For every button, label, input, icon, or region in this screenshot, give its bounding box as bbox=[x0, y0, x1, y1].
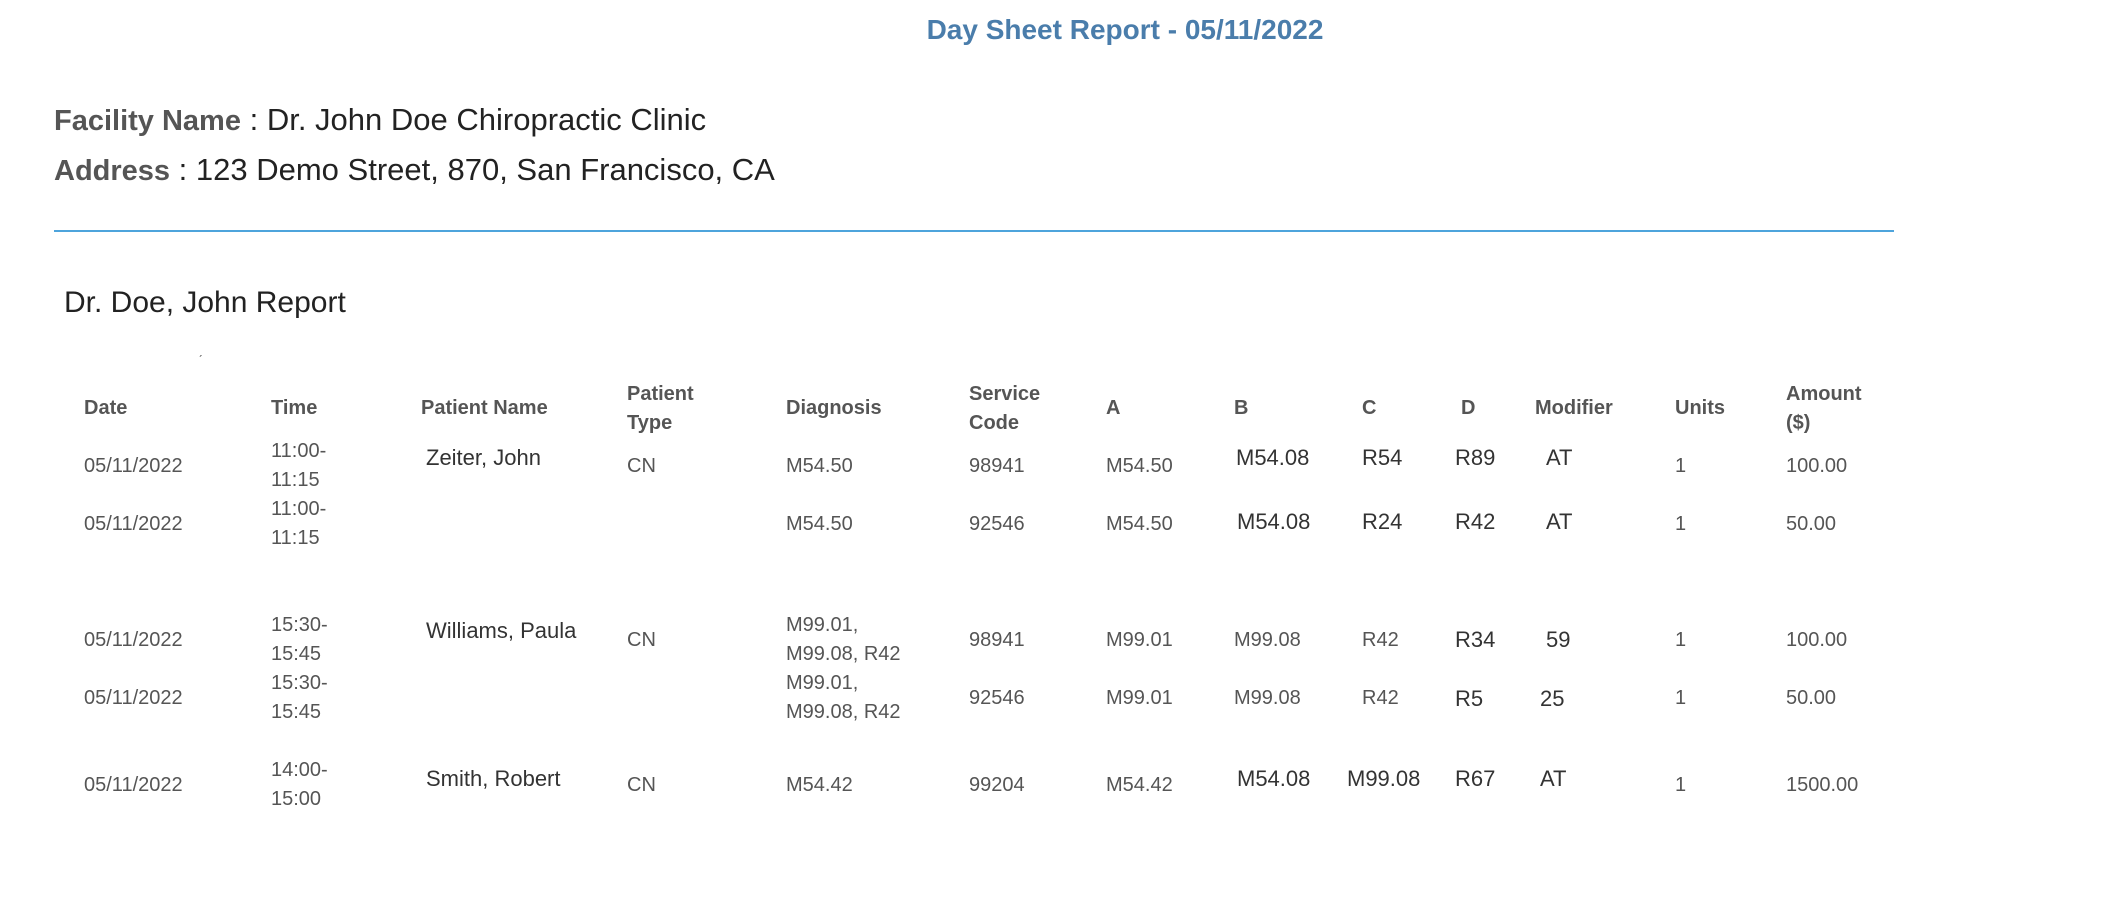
cell-date: 05/11/2022 bbox=[84, 774, 183, 796]
cell-c: R42 bbox=[1362, 687, 1399, 709]
cell-b: M54.08 bbox=[1236, 445, 1310, 470]
cell-time bbox=[271, 611, 328, 669]
facility-address-value: : 123 Demo Street, 870, San Francisco, CA bbox=[178, 152, 775, 187]
cell-diagnosis-line1: M99.01, bbox=[786, 614, 859, 636]
cell-patient-type: CN bbox=[627, 774, 656, 796]
cell-b: M54.08 bbox=[1237, 766, 1311, 791]
cell-b: M99.08 bbox=[1234, 629, 1301, 651]
header-service-code-line1: Service bbox=[969, 383, 1041, 405]
cell-time-end: 11:15 bbox=[271, 469, 320, 491]
cell-time-end: 15:45 bbox=[271, 643, 322, 665]
cell-units: 1 bbox=[1675, 774, 1687, 796]
provider-report-title: Dr. Doe, John Report bbox=[64, 286, 346, 319]
header-d: D bbox=[1461, 397, 1476, 419]
header-amount bbox=[1786, 380, 1862, 438]
cell-c: R54 bbox=[1362, 445, 1403, 470]
header-amount-line1: Amount bbox=[1786, 383, 1862, 405]
cell-time-end: 15:00 bbox=[271, 788, 322, 810]
cell-c: M99.08 bbox=[1347, 766, 1421, 791]
cell-d: R89 bbox=[1455, 445, 1496, 470]
cell-time-start: 14:00- bbox=[271, 759, 328, 781]
cell-patient-type: CN bbox=[627, 629, 656, 651]
cell-units: 1 bbox=[1675, 513, 1687, 535]
cell-time-start: 11:00- bbox=[271, 498, 327, 520]
cell-time bbox=[271, 495, 326, 553]
header-divider bbox=[54, 230, 1894, 232]
cell-c: R24 bbox=[1362, 509, 1403, 534]
cell-service-code: 98941 bbox=[969, 629, 1025, 651]
header-b: B bbox=[1234, 397, 1249, 419]
facility-name-value: : Dr. John Doe Chiropractic Clinic bbox=[249, 102, 707, 137]
cell-units: 1 bbox=[1675, 629, 1687, 651]
stray-mark: ˏ bbox=[198, 341, 203, 357]
cell-date: 05/11/2022 bbox=[84, 629, 183, 651]
cell-service-code: 92546 bbox=[969, 513, 1025, 535]
header-patient-type bbox=[627, 380, 694, 438]
cell-a: M99.01 bbox=[1106, 687, 1173, 709]
cell-diagnosis bbox=[786, 669, 901, 727]
cell-units: 1 bbox=[1675, 455, 1687, 477]
cell-date: 05/11/2022 bbox=[84, 455, 183, 477]
header-time: Time bbox=[271, 397, 318, 419]
cell-time-start: 11:00- bbox=[271, 440, 327, 462]
cell-amount: 1500.00 bbox=[1786, 774, 1859, 796]
facility-address-label: Address bbox=[54, 155, 171, 187]
cell-time bbox=[271, 756, 328, 814]
report-title: Day Sheet Report - 05/11/2022 bbox=[926, 14, 1324, 45]
cell-diagnosis-line1: M54.50 bbox=[786, 513, 853, 535]
cell-patient-name: Zeiter, John bbox=[426, 445, 541, 470]
cell-modifier: AT bbox=[1546, 445, 1573, 470]
cell-d: R67 bbox=[1455, 766, 1496, 791]
cell-diagnosis-line1: M99.01, bbox=[786, 672, 859, 694]
cell-amount: 100.00 bbox=[1786, 629, 1848, 651]
cell-time bbox=[271, 669, 328, 727]
cell-diagnosis-line2: M99.08, R42 bbox=[786, 701, 901, 723]
facility-name-label: Facility Name bbox=[54, 105, 241, 137]
cell-date: 05/11/2022 bbox=[84, 513, 183, 535]
header-modifier: Modifier bbox=[1535, 397, 1613, 419]
cell-d: R5 bbox=[1455, 686, 1484, 711]
cell-c: R42 bbox=[1362, 629, 1399, 651]
cell-time-start: 15:30- bbox=[271, 672, 328, 694]
facility-name-line bbox=[54, 102, 706, 138]
cell-patient-name: Smith, Robert bbox=[426, 766, 561, 791]
cell-diagnosis bbox=[786, 611, 901, 669]
facility-address-line bbox=[54, 152, 775, 188]
cell-patient-type: CN bbox=[627, 455, 656, 477]
cell-units: 1 bbox=[1675, 687, 1687, 709]
cell-a: M54.42 bbox=[1106, 774, 1173, 796]
cell-diagnosis-line1: M54.42 bbox=[786, 774, 853, 796]
header-c: C bbox=[1362, 397, 1377, 419]
cell-diagnosis bbox=[786, 452, 853, 481]
cell-amount: 100.00 bbox=[1786, 455, 1848, 477]
header-date: Date bbox=[84, 397, 128, 419]
cell-diagnosis bbox=[786, 510, 853, 539]
cell-time-end: 15:45 bbox=[271, 701, 322, 723]
cell-modifier: AT bbox=[1546, 509, 1573, 534]
cell-modifier: 59 bbox=[1546, 627, 1571, 652]
header-amount-line2: ($) bbox=[1786, 412, 1811, 434]
cell-d: R42 bbox=[1455, 509, 1496, 534]
cell-a: M54.50 bbox=[1106, 455, 1173, 477]
cell-patient-name: Williams, Paula bbox=[426, 618, 577, 643]
cell-a: M54.50 bbox=[1106, 513, 1173, 535]
header-diagnosis: Diagnosis bbox=[786, 397, 882, 419]
cell-diagnosis-line1: M54.50 bbox=[786, 455, 853, 477]
cell-modifier: AT bbox=[1540, 766, 1567, 791]
cell-b: M99.08 bbox=[1234, 687, 1301, 709]
cell-service-code: 98941 bbox=[969, 455, 1025, 477]
cell-amount: 50.00 bbox=[1786, 687, 1837, 709]
cell-service-code: 99204 bbox=[969, 774, 1025, 796]
header-units: Units bbox=[1675, 397, 1725, 419]
cell-diagnosis bbox=[786, 771, 853, 800]
header-patient-type-line1: Patient bbox=[627, 383, 694, 405]
cell-date: 05/11/2022 bbox=[84, 687, 183, 709]
header-service-code-line2: Code bbox=[969, 412, 1019, 434]
cell-b: M54.08 bbox=[1237, 509, 1311, 534]
cell-amount: 50.00 bbox=[1786, 513, 1837, 535]
cell-modifier: 25 bbox=[1540, 686, 1565, 711]
cell-a: M99.01 bbox=[1106, 629, 1173, 651]
cell-d: R34 bbox=[1455, 627, 1496, 652]
cell-time-end: 11:15 bbox=[271, 527, 320, 549]
cell-time-start: 15:30- bbox=[271, 614, 328, 636]
header-service-code bbox=[969, 380, 1040, 438]
cell-diagnosis-line2: M99.08, R42 bbox=[786, 643, 901, 665]
cell-service-code: 92546 bbox=[969, 687, 1025, 709]
header-patient-type-line2: Type bbox=[627, 412, 673, 434]
header-a: A bbox=[1106, 397, 1121, 419]
cell-time bbox=[271, 437, 326, 495]
header-patient-name: Patient Name bbox=[421, 397, 548, 419]
